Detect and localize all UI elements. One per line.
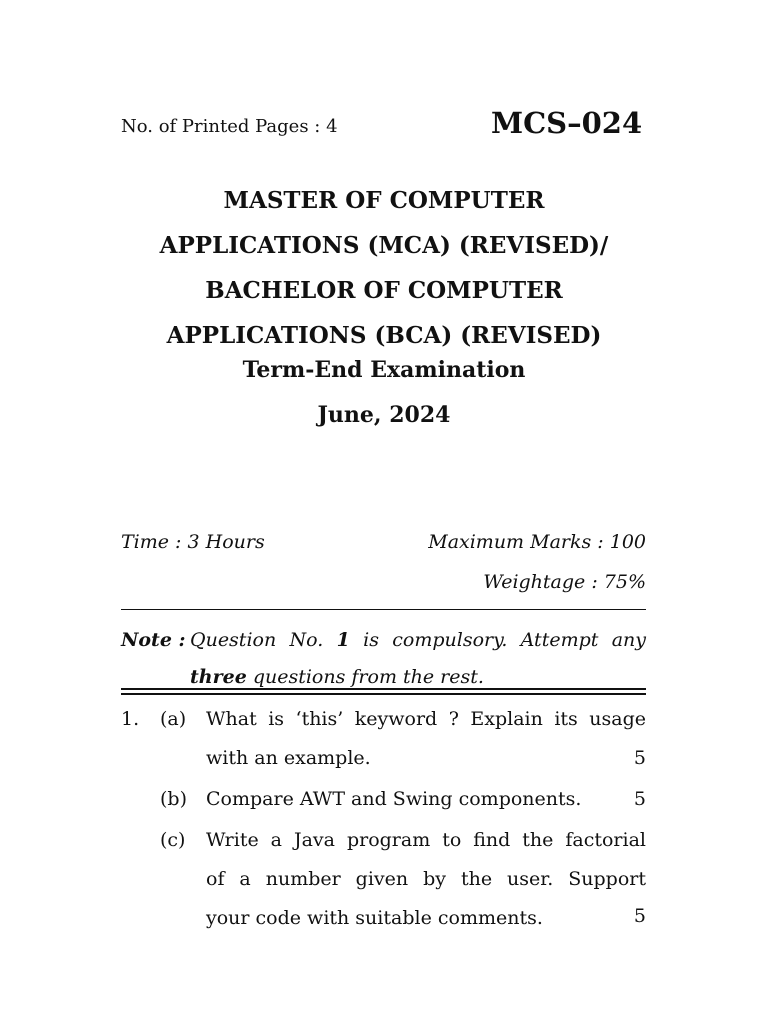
programme-title — [0, 178, 768, 358]
part-b-text: Compare AWT and Swing components. — [206, 788, 582, 810]
title-line-4: APPLICATIONS (BCA) (REVISED) — [166, 322, 602, 349]
divider-double — [121, 688, 646, 695]
part-b-marks: 5 — [633, 788, 646, 810]
part-a-text: What is ‘this’ keyword ? Explain its usage with an example. — [206, 708, 646, 769]
note-line-1: Question No. 1 is compulsory. Attempt any — [190, 629, 646, 651]
title-line-2: APPLICATIONS (MCA) (REVISED)/ — [159, 232, 609, 259]
exam-name: Term-End Examination — [242, 357, 526, 383]
part-label-c: (c) — [160, 829, 186, 851]
exam-date: June, 2024 — [317, 402, 451, 428]
title-line-1: MASTER OF COMPUTER — [223, 187, 545, 214]
maximum-marks: Maximum Marks : 100 — [428, 531, 646, 553]
note-question-number: 1 — [336, 629, 350, 651]
note-line-2: three questions from the rest. — [190, 666, 484, 688]
part-c-marks: 5 — [633, 905, 646, 927]
note-label: Note : — [121, 629, 186, 651]
note-three: three — [190, 666, 247, 688]
weightage: Weightage : 75% — [483, 571, 646, 593]
part-label-a: (a) — [160, 708, 187, 730]
divider-top — [121, 609, 646, 610]
part-label-b: (b) — [160, 788, 187, 810]
printed-pages-count: No. of Printed Pages : 4 — [121, 116, 338, 137]
part-c-text: Write a Java program to find the factorial of a number given by the user. Support your code with suitable comments. — [206, 829, 646, 929]
question-number: 1. — [121, 708, 140, 730]
course-code: MCS–024 — [491, 106, 643, 140]
title-line-3: BACHELOR OF COMPUTER — [205, 277, 563, 304]
exam-time: Time : 3 Hours — [121, 531, 265, 553]
part-a-marks: 5 — [633, 747, 646, 769]
